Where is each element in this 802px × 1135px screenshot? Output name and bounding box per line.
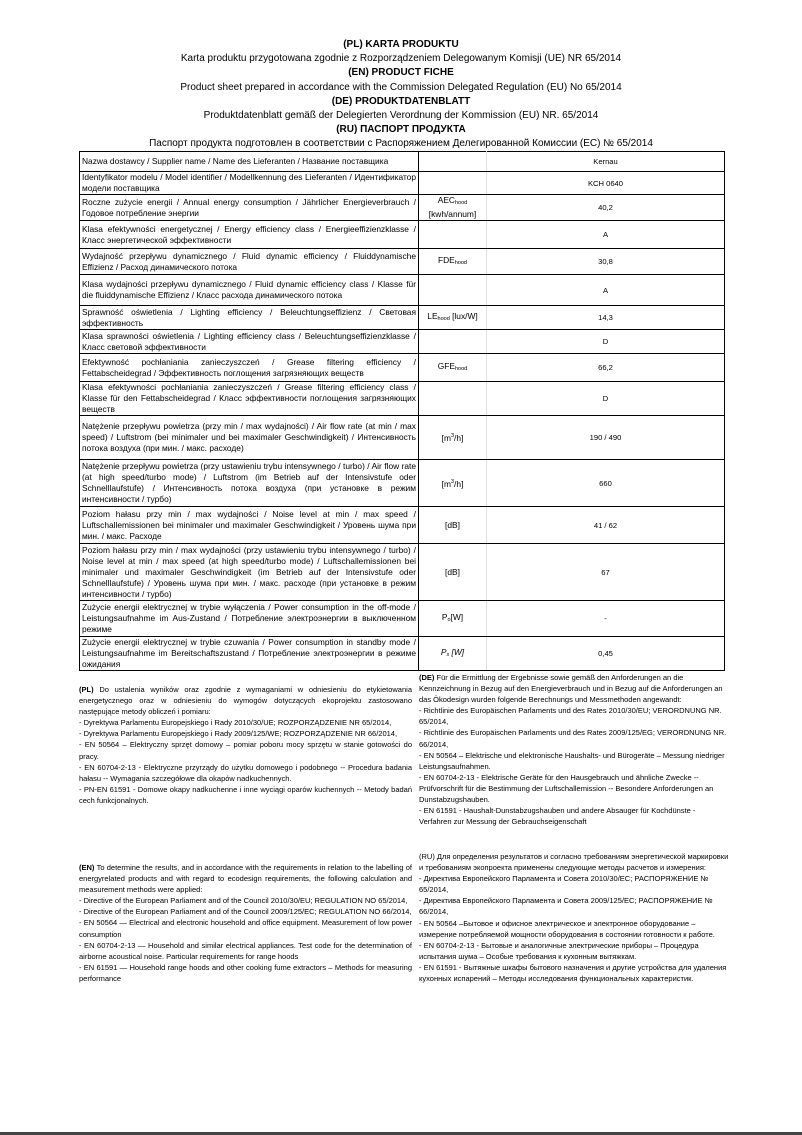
- row-unit: [419, 152, 487, 172]
- row-unit: [419, 354, 487, 382]
- language-tag: (DE): [419, 673, 435, 682]
- unit-text: [kwh/annum]: [428, 209, 477, 219]
- note-line: [419, 805, 729, 827]
- unit-symbol: [m: [441, 432, 451, 443]
- row-value: A: [487, 275, 725, 306]
- row-value: 660: [487, 460, 725, 507]
- row-label: Wydajność przepływu dynamicznego / Fluid dynamic efficiency / Fluiddynamische Effizienz / Расход динамического потока: [80, 249, 419, 275]
- row-value: 67: [487, 544, 725, 601]
- row-value: KCH 0640: [487, 172, 725, 195]
- row-label: Identyfikator modelu / Model identifier / Modellkennung des Lieferanten / Идентификатор модели поставщика: [80, 172, 419, 195]
- note-line: [419, 672, 729, 705]
- unit-symbol: [m: [441, 478, 451, 489]
- unit-superscript: 3: [450, 478, 455, 485]
- note-text: Для определения результатов и согласно требованиям энергетической маркировки и требованиям экопроекта применены следующие методы расчетов и измерения:: [419, 852, 729, 873]
- row-value: D: [487, 382, 725, 416]
- table-row: [80, 637, 725, 671]
- document-header: [0, 38, 802, 152]
- note-text: To determine the results, and in accordance with the requirements in relation to the labelling of energyrelated products and with regard to ecodesign requirements, the following calculation and measurement methods were applied:: [79, 863, 412, 895]
- note-line: [79, 962, 412, 984]
- row-unit: [419, 601, 487, 637]
- row-label: Zużycie energii elektrycznej w trybie wyłączenia / Power consumption in the off-mode / Leistungsaufnahme im Aus-Zustand / Потребление электроэнергии в выключенном режиме: [80, 601, 419, 637]
- note-text: - Директива Европейского Парламента и Совета 2010/30/EC; РАСПОРЯЖЕНИЕ № 65/2014,: [419, 874, 709, 895]
- table-row: [80, 172, 725, 195]
- row-value: 30,8: [487, 249, 725, 275]
- unit-symbol: [dB]: [445, 566, 460, 577]
- note-line: [79, 940, 412, 962]
- unit-subscript: hood: [454, 200, 468, 206]
- note-line: [79, 862, 412, 895]
- note-line: [79, 906, 412, 917]
- note-line: [419, 895, 729, 917]
- header-subtitle: Product sheet prepared in accordance with the Commission Delegated Regulation (EU) No 65/2014: [180, 81, 622, 93]
- note-text: - EN 50564 – Elektryczny sprzęt domowy – pomiar poboru mocy sprzętu w stanie gotowości do pracy.: [79, 740, 412, 761]
- unit-symbol: AEC: [437, 195, 455, 205]
- row-label: Poziom hałasu przy min / max wydajności (przy ustawieniu trybu intensywnego / turbo) / Noise level at min / max speed (at high speed/turbo mode) / Luftschallemissionen bei minimaler und maximaler Geschwindigkeit (im Betrieb auf der Intensivstufe oder Schnelllaufstufe) / Уровень шума при мин. / макс. расходе (при установке в режим интенсивности / турбо): [80, 544, 419, 601]
- note-line: [79, 739, 412, 761]
- unit-text: [W]: [449, 646, 465, 657]
- unit-symbol: FDE: [438, 254, 455, 265]
- row-value: 41 / 62: [487, 507, 725, 544]
- unit-subscript: hood: [454, 259, 467, 266]
- row-label: Poziom hałasu przy min / max wydajności / Noise level at min / max speed / Luftschallemissionen bei minimaler und maximaler Geschwindigkeit / Уровень шума при мин. / макс. Расходе: [80, 507, 419, 544]
- note-line: [419, 940, 729, 962]
- header-title: (PL) KARTA PRODUKTU: [343, 39, 459, 50]
- row-unit: [419, 195, 487, 221]
- row-unit: [419, 507, 487, 544]
- note-line: [79, 728, 412, 739]
- row-label: Klasa efektywności energetycznej / Energy efficiency class / Energieeffizienzklasse / Класс энергетической эффективности: [80, 221, 419, 249]
- note-line: [79, 684, 412, 717]
- unit-symbol: GFE: [437, 360, 455, 371]
- note-line: [79, 895, 412, 906]
- unit-subscript: o: [447, 616, 451, 623]
- note-text: Do ustalenia wyników oraz zgodnie z wymaganiami w odniesieniu do etykietowania energetycznego oraz w odniesieniu do wymogów dotyczących ekoprojektu zastosowano następujące metody obliczeń i pomiaru:: [79, 685, 412, 717]
- header-title: (EN) PRODUCT FICHE: [348, 67, 454, 79]
- row-value: 0,45: [487, 637, 725, 671]
- table-row: [80, 382, 725, 416]
- row-unit: [419, 221, 487, 249]
- table-row: [80, 601, 725, 637]
- row-unit: [419, 330, 487, 354]
- note-text: - EN 60704-2-13 - Elektrische Geräte für den Hausgebrauch und ähnliche Zwecke -- Prüfvorschrift für die Bestimmung der Luftschallemission -- Besondere Anforderungen an Dunstabzugshauben.: [419, 772, 714, 805]
- note-text: - EN 50564 –Бытовое и офисное электрическое и электронное оборудование – измерение потребляемой мощности оборудования в состоянии готовности к работе.: [419, 918, 715, 939]
- note-text: - EN 61591 - Haushalt-Dunstabzugshauben und andere Absauger für Kochdünste - Verfahren zur Messung der Gebrauchseigenschaft: [419, 806, 696, 827]
- row-unit: [419, 382, 487, 416]
- row-label: Natężenie przepływu powietrza (przy ustawieniu trybu intensywnego / turbo) / Air flow rate (at high speed/turbo mode) / Luftstrom (im Betrieb auf der Intensivstufe oder Schnelllaufstufe) / Интенсивность потока воздуха (при установке в режим интенсивности / турбо): [80, 460, 419, 507]
- unit-text: /h]: [454, 432, 464, 443]
- unit-subscript: s: [446, 651, 450, 658]
- table-row: [80, 460, 725, 507]
- table-row: [80, 249, 725, 275]
- row-label: Nazwa dostawcy / Supplier name / Name des Lieferanten / Название поставщика: [80, 152, 419, 172]
- unit-text: /h]: [454, 478, 464, 489]
- unit-symbol: P: [440, 646, 447, 657]
- language-tag: (PL): [79, 685, 94, 694]
- note-line: [419, 918, 729, 940]
- table-row: [80, 195, 725, 221]
- row-label: Sprawność oświetlenia / Lighting efficiency / Beleuchtungseffizienz / Световая эффективность: [80, 306, 419, 330]
- language-tag: (EN): [79, 863, 95, 872]
- note-line: [419, 705, 729, 727]
- note-text: - EN 50564 — Electrical and electronic household and office equipment. Measurement of low power consumption: [79, 918, 412, 939]
- table-row: [80, 330, 725, 354]
- row-label: Klasa wydajności przepływu dynamicznego / Fluid dynamic efficiency class / Klasse für die fluiddynamische Effizienz / Класс расхода динамического потока: [80, 275, 419, 306]
- row-value: -: [487, 601, 725, 637]
- note-text: - EN 60704-2-13 - Elektryczne przyrządy do użytku domowego i podobnego -- Procedura badania hałasu -- Wymagania szczegółowe dla okapów nadkuchennych.: [79, 762, 412, 783]
- row-unit: [419, 460, 487, 507]
- header-title: (DE) PRODUKTDATENBLATT: [331, 95, 471, 107]
- row-label: Zużycie energii elektrycznej w trybie czuwania / Power consumption in standby mode / Leistungsaufnahme im Bereitschaftszustand / Потребление электроэнергии в режиме ожидания: [80, 637, 419, 671]
- note-text: - EN 60704-2-13 - Бытовые и аналогичные электрические приборы – Процедура испытания шума – Особые требования к кухонным вытяжкам.: [419, 940, 699, 961]
- row-unit: [419, 249, 487, 275]
- unit-superscript: 3: [450, 433, 455, 440]
- row-value: 190 / 490: [487, 416, 725, 460]
- note-line: [79, 717, 412, 728]
- notes-de: [419, 672, 729, 827]
- table-row: [80, 275, 725, 306]
- header-subtitle: Паспорт продукта подготовлен в соответствии с Распоряжением Делегированной Комиссии (ЕС) № 65/2014: [149, 138, 653, 150]
- unit-text: [lux/W]: [449, 310, 478, 321]
- unit-subscript: hood: [437, 315, 450, 322]
- header-subtitle: Karta produktu przygotowana zgodnie z Rozporządzeniem Delegowanym Komisji (UE) NR 65/2014: [180, 53, 622, 65]
- row-unit: [419, 544, 487, 601]
- note-line: [419, 727, 729, 749]
- row-value: 40,2: [487, 195, 725, 221]
- row-unit: [419, 172, 487, 195]
- language-tag: (RU): [419, 852, 435, 861]
- note-text: - EN 61591 - Вытяжные шкафы бытового назначения и другие устройства для удаления кухонных испарений – Методы исследования функциональных характеристик.: [419, 962, 727, 984]
- row-label: Natężenie przepływu powietrza (przy min / max wydajności) / Air flow rate (at min / max speed) / Luftstrom (bei minimaler und bei maximaler Geschwindigkeit) / Интенсивность потока воздуха (при мин. / макс. расходе): [80, 416, 419, 460]
- row-unit: [419, 275, 487, 306]
- product-fiche-table: [79, 151, 725, 671]
- notes-en: [79, 862, 412, 984]
- notes-pl: [79, 684, 412, 806]
- note-line: [419, 873, 729, 895]
- note-line: [419, 962, 729, 984]
- note-line: [419, 851, 729, 873]
- header-title: (RU) ПАСПОРТ ПРОДУКТА: [336, 124, 466, 136]
- row-label: Efektywność pochłaniania zanieczyszczeń / Grease filtering efficiency / Fettabscheidegrad / Эффективность поглощения загрязняющих веществ: [80, 354, 419, 382]
- unit-symbol: [dB]: [445, 519, 460, 530]
- note-text: - Dyrektywa Parlamentu Europejskiego i Rady 2009/125/WE; ROZPORZĄDZENIE NR 66/2014,: [79, 729, 398, 739]
- row-value: A: [487, 221, 725, 249]
- row-label: Klasa efektywności pochłaniania zanieczyszczeń / Grease filtering efficiency class / Klasse für den Fettabscheidegrad / Класс эффективности поглощения загрязняющих веществ: [80, 382, 419, 416]
- table-row: [80, 544, 725, 601]
- notes-ru: [419, 851, 729, 984]
- note-text: - EN 60704-2-13 — Household and similar electrical appliances. Test code for the determination of airborne acoustical noise. Particular requirements for range hoods: [79, 940, 412, 961]
- row-unit: [419, 416, 487, 460]
- table-row: [80, 354, 725, 382]
- table-row: [80, 507, 725, 544]
- unit-symbol: P: [441, 611, 448, 622]
- note-text: - PN-EN 61591 - Domowe okapy nadkuchenne i inne wyciągi oparów kuchennych -- Metody badań cech funkcjonalnych.: [79, 784, 412, 805]
- table-row: [80, 416, 725, 460]
- row-value: 66,2: [487, 354, 725, 382]
- table-row: [80, 152, 725, 172]
- note-text: - Директива Европейского Парламента и Совета 2009/125/EC; РАСПОРЯЖЕНИЕ № 66/2014,: [419, 896, 713, 917]
- header-subtitle: Produktdatenblatt gemäß der Delegierten Verordnung der Kommission (EU) NR. 65/2014: [203, 110, 599, 122]
- row-label: Klasa sprawności oświetlenia / Lighting efficiency class / Beleuchtungseffizienzklasse / Класс световой эффективности: [80, 330, 419, 354]
- note-text: - EN 61591 — Household range hoods and other cooking fume extractors – Methods for measuring performance: [79, 962, 412, 983]
- note-line: [419, 772, 729, 805]
- unit-subscript: hood: [454, 365, 468, 372]
- note-line: [79, 784, 412, 806]
- note-text: - Richtlinie des Europäischen Parlaments und des Rates 2010/30/EU; VERORDNUNG NR. 65/2014,: [419, 706, 722, 727]
- table-row: [80, 221, 725, 249]
- note-line: [419, 750, 729, 772]
- unit-symbol: LE: [427, 310, 438, 321]
- row-unit: [419, 306, 487, 330]
- note-text: - Dyrektywa Parlamentu Europejskiego i Rady 2010/30/UE; ROZPORZĄDZENIE NR 65/2014,: [79, 718, 392, 728]
- note-text: - EN 50564 – Elektrische und elektronische Haushalts- und Bürogeräte – Messung niedriger Leistungsaufnahmen.: [419, 750, 725, 771]
- row-unit: [419, 637, 487, 671]
- row-value: Kernau: [487, 152, 725, 172]
- unit-text: [W]: [450, 611, 464, 622]
- note-text: Für die Ermittlung der Ergebnisse sowie gemäß den Anforderungen an die Kennzeichnung in Bezug auf den Energieverbrauch und in Bezug auf die Anforderungen an das Ökodesign wurden folgende Berechnungs und Messmethoden angewandt:: [419, 673, 723, 705]
- row-value: 14,3: [487, 306, 725, 330]
- note-line: [79, 762, 412, 784]
- note-text: - Richtlinie des Europäischen Parlaments und des Rates 2009/125/EG; VERORDNUNG NR. 66/2014,: [419, 728, 727, 749]
- note-text: - Directive of the European Parliament and of the Council 2010/30/EU; REGULATION NO 65/2014,: [79, 896, 408, 906]
- note-text: - Directive of the European Parliament and of the Council 2009/125/EC; REGULATION NO 66/2014,: [79, 907, 412, 917]
- row-label: Roczne zużycie energii / Annual energy consumption / Jährlicher Energieverbrauch / Годовое потребление энергии: [80, 195, 419, 221]
- table-row: [80, 306, 725, 330]
- note-line: [79, 917, 412, 939]
- row-value: D: [487, 330, 725, 354]
